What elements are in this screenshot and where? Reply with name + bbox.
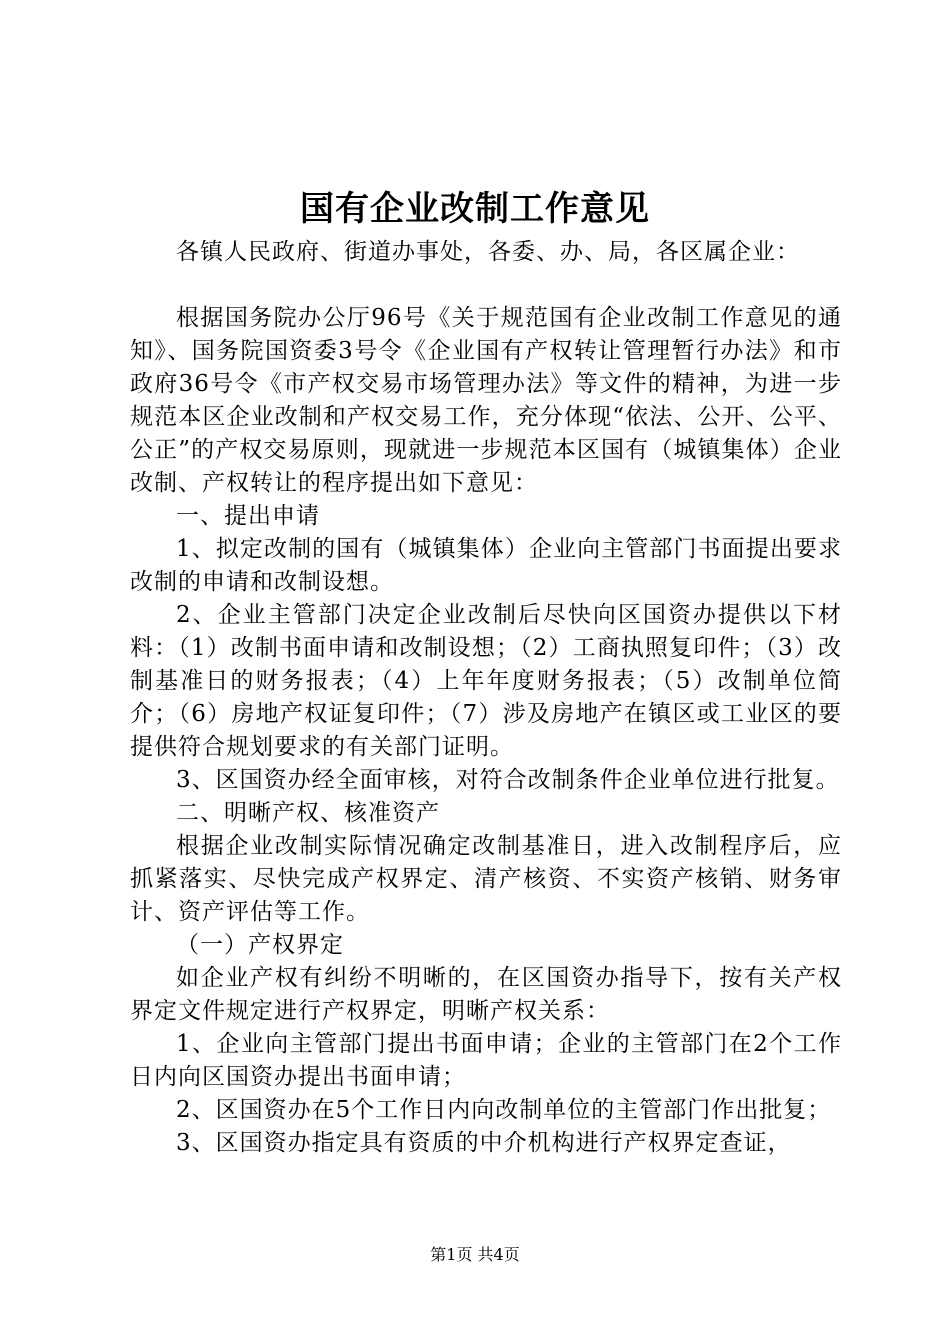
property-rights-paragraph: 根据企业改制实际情况确定改制基准日，进入改制程序后，应抓紧落实、尽快完成产权界定、清产核资、不实资产核销、财务审计、资产评估等工作。 xyxy=(130,833,842,925)
section-heading-property-rights: 二、明晰产权、核准资产 xyxy=(176,800,440,826)
document-body xyxy=(130,236,842,1160)
subsection-heading-definition: （一）产权界定 xyxy=(176,932,344,958)
intro-paragraph: 根据国务院办公厅96号《关于规范国有企业改制工作意见的通知》、国务院国资委3号令《企业国有产权转让管理暂行办法》和市政府36号令《市产权交易市场管理办法》等文件的精神，为进一步规范本区企业改制和产权交易工作，充分体现“依法、公开、公平、公正”的产权交易原则，现就进一步规范本区国有（城镇集体）企业改制、产权转让的程序提出如下意见： xyxy=(130,305,842,496)
definition-paragraph: 如企业产权有纠纷不明晰的，在区国资办指导下，按有关产权界定文件规定进行产权界定，明晰产权关系： xyxy=(130,965,842,1024)
definition-item-2: 2、区国资办在5个工作日内向改制单位的主管部门作出批复； xyxy=(176,1097,832,1123)
document-title: 国有企业改制工作意见 xyxy=(300,189,650,229)
application-item-3: 3、区国资办经全面审核，对符合改制条件企业单位进行批复。 xyxy=(176,767,840,793)
application-item-1: 1、拟定改制的国有（城镇集体）企业向主管部门书面提出要求改制的申请和改制设想。 xyxy=(130,536,842,595)
section-heading-application: 一、提出申请 xyxy=(176,503,320,529)
addressee-line: 各镇人民政府、街道办事处，各委、办、局，各区属企业： xyxy=(176,239,800,265)
page-footer: 第1页 共4页 xyxy=(430,1245,520,1264)
application-item-2: 2、企业主管部门决定企业改制后尽快向区国资办提供以下材料：（1）改制书面申请和改制设想；（2）工商执照复印件；（3）改制基准日的财务报表；（4）上年年度财务报表；（5）改制单位简介；（6）房地产权证复印件；（7）涉及房地产在镇区或工业区的要提供符合规划要求的有关部门证明。 xyxy=(130,602,842,760)
definition-item-3: 3、区国资办指定具有资质的中介机构进行产权界定查证， xyxy=(176,1130,792,1156)
definition-item-1: 1、企业向主管部门提出书面申请；企业的主管部门在2个工作日内向区国资办提出书面申请； xyxy=(130,1031,842,1090)
